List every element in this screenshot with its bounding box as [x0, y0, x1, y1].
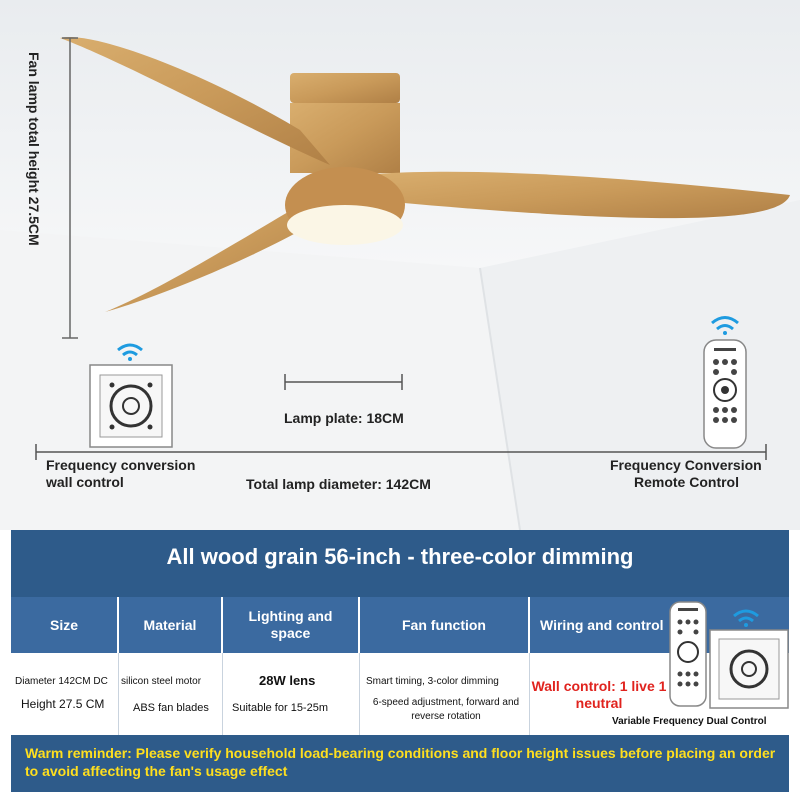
header-size: Size [11, 597, 119, 653]
wifi-icon [734, 611, 758, 616]
cell-material [119, 653, 223, 735]
fan-canopy [290, 73, 400, 103]
lamp-plate [287, 205, 403, 245]
wiring-dual: Variable Frequency Dual Control [612, 716, 767, 727]
header-lighting: Lighting and space [223, 597, 360, 653]
lighting-space: Suitable for 15-25m [232, 702, 328, 714]
wall-control-label-line1: Frequency conversion [46, 457, 196, 473]
material-blades: ABS fan blades [133, 702, 209, 714]
lamp-plate-label: Lamp plate: 18CM [284, 410, 404, 426]
fan-timing: Smart timing, 3-color dimming [366, 676, 499, 687]
wall-control-label-line2: wall control [46, 474, 124, 490]
cell-fan-function [360, 653, 530, 735]
dual-control-thumbnail [664, 600, 790, 714]
warm-reminder: Warm reminder: Please verify household load-bearing conditions and floor height issues before placing an order to avoid affecting the fan's usage effect [25, 745, 776, 779]
fan-speed: 6-speed adjustment, forward and reverse rotation [372, 697, 520, 722]
spec-title: All wood grain 56-inch - three-color dimming [166, 544, 634, 569]
size-height: Height 27.5 CM [21, 697, 105, 711]
lighting-lens: 28W lens [259, 673, 316, 688]
remote-label-line1: Frequency Conversion [610, 457, 762, 473]
cell-size [11, 653, 119, 735]
header-fan-function: Fan function [360, 597, 530, 653]
diameter-label: Total lamp diameter: 142CM [246, 476, 431, 492]
cell-lighting [223, 653, 360, 735]
size-diameter: Diameter 142CM DC [15, 676, 108, 687]
height-dimension-label: Fan lamp total height 27.5CM [26, 52, 42, 246]
remote-label-line2: Remote Control [634, 474, 739, 490]
remote-thumb [670, 602, 706, 706]
header-wiring: Wiring and control [530, 597, 789, 653]
header-material: Material [119, 597, 223, 653]
material-motor: silicon steel motor [121, 676, 202, 687]
wiring-wall: Wall control: 1 live 1 neutral [531, 678, 667, 711]
